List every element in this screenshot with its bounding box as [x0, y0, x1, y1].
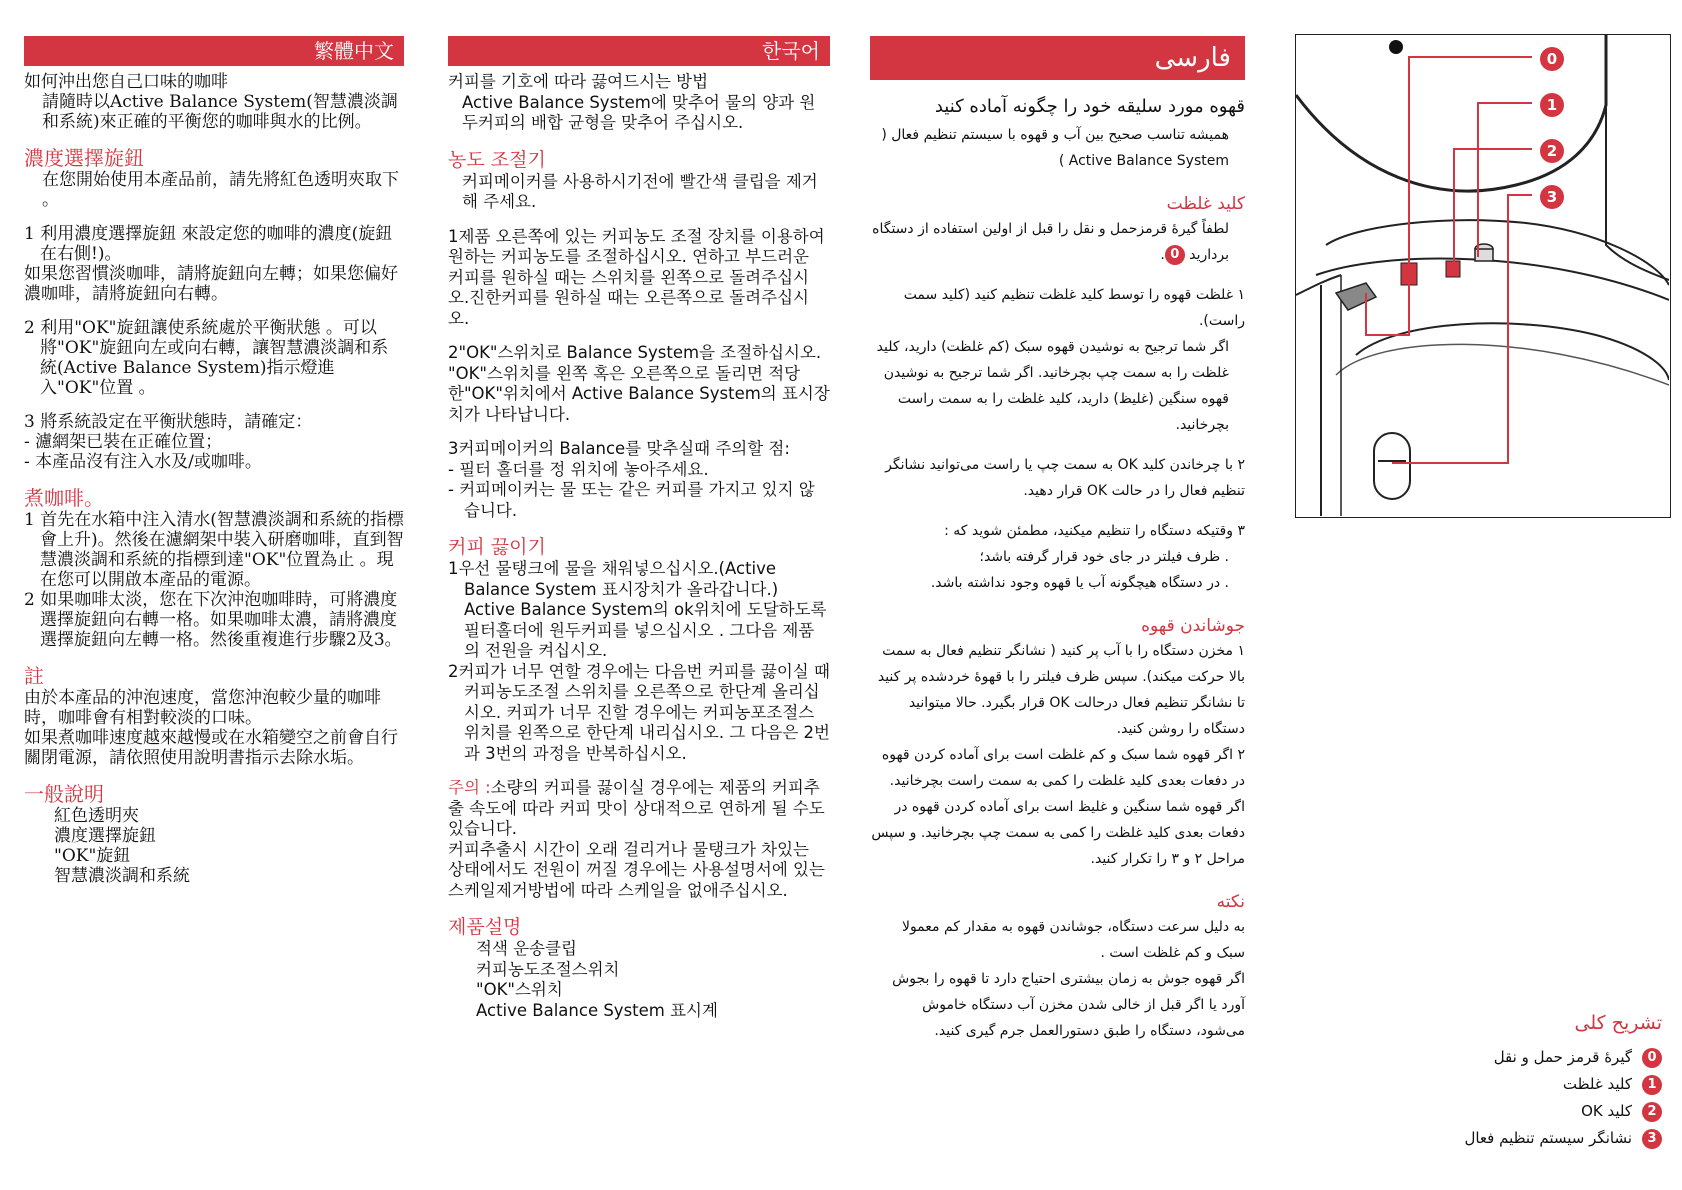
callout-3-icon: 3	[1540, 185, 1564, 209]
note-body: 소량의 커피를 끓이실 경우에는 제품의 커피추출 속도에 따라 커피 맛이 상대적으로 연하게 될 수도 있습니다.	[448, 778, 825, 838]
section-heading-brewing: 煮咖啡。	[24, 486, 104, 510]
language-header-ko: 한국어	[448, 36, 830, 66]
paragraph: اگر شما ترجیح به نوشیدن قهوه سبک (کم غلظت) دارید، کلید غلظت را به سمت چپ بچرخانید. اگر شما ترجیح به نوشیدن قهوه سنگین (غلیظ) دارید، کلید غلظت را به سمت راست بچرخانید.	[876, 339, 1229, 433]
section-heading-strength-dial: 농도 조절기	[448, 148, 546, 171]
coffee-maker-illustration	[1296, 35, 1669, 516]
section-heading-strength-dial: کلید غلظت	[1166, 194, 1245, 214]
column-korean	[448, 36, 830, 1021]
list-item: - 本產品沒有注入水及/或咖啡。	[24, 452, 262, 472]
list-item: - 濾網架已裝在正確位置；	[24, 432, 223, 452]
step-2: 2 如果咖啡太淡，您在下次沖泡咖啡時，可將濃度選擇旋鈕向右轉一格。如果咖啡太濃，請將濃度選擇旋鈕向左轉一格。然後重複進行步驟2及3。	[24, 590, 402, 650]
note-text: 由於本產品的沖泡速度，當您沖泡較少量的咖啡時，咖啡會有相對較淡的口味。	[24, 688, 381, 728]
section-heading-brewing: جوشاندن قهوه	[1141, 616, 1245, 636]
knob-icon	[1336, 283, 1376, 310]
parts-item-3: 智慧濃淡調和系統	[54, 866, 190, 886]
list-item: - 커피메이커는 물 또는 같은 커피를 가지고 있지 않습니다.	[448, 480, 815, 520]
note-text: 커피추출시 시간이 오래 걸리거나 물탱크가 차있는 상태에서도 전원이 꺼질 경우에는 사용설명서에 있는 스케일제거방법에 따라 스케일을 없애주십시오.	[448, 839, 825, 900]
parts-item-2: "OK"스위치	[476, 980, 563, 999]
section-heading-brewing: 커피 끓이기	[448, 536, 546, 558]
section-heading-note: 註	[24, 664, 44, 688]
note-label: 주의 :	[448, 778, 491, 797]
step-3: 3커피메이커의 Balance를 맞추실때 주의할 점:	[448, 439, 790, 458]
step-2: ۲ با چرخاندن کلید OK به سمت چپ یا راست می‌توانید نشانگر تنظیم فعال را در حالت OK قرار دهید.	[885, 457, 1245, 499]
language-header-zh: 繁體中文	[24, 36, 404, 66]
step-1: 1 首先在水箱中注入清水(智慧濃淡調和系統的指標會上升)。然後在濾網架中裝入研磨咖啡，直到智慧濃淡調和系統的指標到達"OK"位置為止 。現在您可以開啟本產品的電源。	[24, 510, 404, 590]
intro-text: همیشه تناسب صحیح بین آب و قهوه با سیستم تنظیم فعال ( Active Balance System )	[881, 127, 1229, 169]
callout-1-icon: 1	[1540, 93, 1564, 117]
column-persian	[870, 36, 1245, 1044]
legend-label: کلید غلظت	[1562, 1075, 1632, 1093]
intro-text: 請隨時以Active Balance System(智慧濃淡調和系統)來正確的平衡您的咖啡與水的比例。	[42, 92, 398, 132]
section-heading-general: 一般說明	[24, 782, 104, 806]
step-2: 2 利用"OK"旋鈕讓使系統處於平衡狀態 。可以將"OK"旋鈕向左或向右轉，讓智慧濃淡調和系統(Active Balance System)指示燈進入"OK"位置 。	[24, 318, 389, 398]
paragraph: 커피메이커를 사용하시기전에 빨간색 클립을 제거해 주세요.	[462, 171, 818, 211]
section-heading-note: نکته	[1216, 892, 1245, 912]
legend-label: کلید OK	[1581, 1102, 1632, 1120]
step-1: ۱ مخزن دستگاه را با آب پر کنید ( نشانگر تنظیم فعال به سمت بالا حرکت میکند). سپس ظرف فیلتر را با قهوهٔ خردشده پر کنید تا نشانگر تنظیم فعال درحالت OK قرار بگیرد. حالا میتوانید دستگاه را روشن کنید.	[877, 643, 1245, 737]
list-item: - 필터 홀더를 정 위치에 놓아주세요.	[448, 459, 709, 479]
legend-item-0	[1440, 1044, 1662, 1071]
callout-2-icon: 2	[1642, 1102, 1662, 1122]
note-text: اگر قهوه جوش به زمان بیشتری احتیاج دارد تا قهوه را بجوش آورد یا اگر قبل از خالی شدن مخزن آب دستگاه خاموش می‌شود، دستگاه را طبق دستورالعمل جرم گیری کنید.	[892, 971, 1245, 1039]
indicator-window-icon	[1374, 433, 1410, 499]
legend-title: تشریح کلی	[1574, 1012, 1662, 1034]
section-title: قهوه مورد سلیقه خود را چگونه آماده کنید	[934, 96, 1245, 117]
coffee-maker-diagram	[1295, 34, 1671, 518]
step-2: 2"OK"스위치로 Balance System을 조절하십시오.	[448, 343, 822, 362]
paragraph: "OK"스위치를 왼쪽 혹은 오른쪽으로 돌리면 적당한"OK"위치에서 Active Balance System의 표시장치가 나타납니다.	[448, 363, 830, 424]
parts-legend	[1440, 1012, 1662, 1152]
parts-item-3: Active Balance System 표시계	[476, 1000, 718, 1020]
callout-0-icon: 0	[1540, 47, 1564, 71]
parts-item-0: 紅色透明夾	[54, 806, 139, 826]
parts-item-2: "OK"旋鈕	[54, 846, 131, 866]
column-traditional-chinese	[24, 36, 404, 886]
list-item: . ظرف فیلتر در جای خود قرار گرفته باشد؛	[979, 549, 1229, 565]
step-3: 3 將系統設定在平衡狀態時，請確定：	[24, 412, 313, 432]
callout-0-icon: 0	[1165, 245, 1185, 265]
callout-3-icon: 3	[1642, 1129, 1662, 1149]
callout-1-icon: 1	[1642, 1075, 1662, 1095]
parts-item-1: 커피농도조절스위치	[476, 959, 620, 979]
note-text: به دلیل سرعت دستگاه، جوشاندن قهوه به مقدار کم معمولا سبک و کم غلظت است .	[901, 919, 1245, 961]
parts-item-0: 적색 운송클립	[476, 939, 577, 958]
note-text	[448, 778, 830, 840]
callout-2-icon: 2	[1540, 139, 1564, 163]
legend-item-3	[1440, 1125, 1662, 1152]
step-1: ۱ غلظت قهوه را توسط کلید غلظت تنظیم کنید (کلید سمت راست).	[903, 287, 1245, 329]
step-1: 1제품 오른쪽에 있는 커피농도 조절 장치를 이용하여 원하는 커피농도를 조절하십시오. 연하고 부드러운 커피를 원하실 때는 스위치를 왼쪽으로 돌려주십시오.진한커피를 원하실 때는 오른쪽으로 돌려주십시오.	[448, 226, 825, 328]
intro-text: Active Balance System에 맞추어 물의 양과 원두커피의 배합 균형을 맞추어 주십시오.	[462, 92, 816, 132]
step-1: 1우선 물탱크에 물을 채워넣으십시오.(Active Balance System 표시장치가 올라갑니다.) Active Balance System의 ok위치에 도달하도록 필터홀더에 원두커피를 넣으십시오 . 그다음 제품의 전원을 켜십시오.	[448, 559, 827, 660]
section-heading-strength-dial: 濃度選擇旋鈕	[24, 146, 144, 170]
paragraph: 如果您習慣淡咖啡，請將旋鈕向左轉；如果您偏好濃咖啡，請將旋鈕向右轉。	[24, 264, 398, 304]
step-2: 2커피가 너무 연할 경우에는 다음번 커피를 끓이실 때 커피농도조절 스위치를 오른쪽으로 한단계 올리십시오. 커피가 너무 진할 경우에는 커피농포조절스위치를 왼쪽으로 한단계 내리십시오. 그 다음은 2번과 3번의 과정을 반복하십시오.	[448, 661, 830, 763]
section-title: 如何沖出您自己口味的咖啡	[24, 72, 228, 92]
legend-label: گیرهٔ قرمز حمل و نقل	[1493, 1048, 1632, 1066]
section-title: 커피를 기호에 따라 끓여드시는 방법	[448, 72, 709, 91]
callout-0-icon: 0	[1642, 1048, 1662, 1068]
paragraph-text: لطفاً گیرهٔ قرمزحمل و نقل را قبل از اولین استفاده از دستگاه بردارید	[872, 221, 1229, 263]
paragraph: لطفاً گیرهٔ قرمزحمل و نقل را قبل از اولین استفاده از دستگاه بردارید 0.	[872, 221, 1229, 263]
legend-item-2	[1440, 1098, 1662, 1125]
step-2: ۲ اگر قهوه شما سبک و کم غلظت است برای آماده کردن قهوه در دفعات بعدی کلید غلظت را کمی به سمت راست بچرخانید. اگر قهوه شما سنگین و غلیظ است برای آماده کردن قهوه در دفعات بعدی کلید غلظت را کمی به سمت چپ بچرخانید. و سپس مراحل ۲ و ۳ را تکرار کنید.	[871, 747, 1245, 867]
legend-label: نشانگر سیستم تنظیم فعال	[1464, 1129, 1632, 1147]
note-text: 如果煮咖啡速度越來越慢或在水箱變空之前會自行關閉電源，請依照使用說明書指示去除水垢。	[24, 728, 398, 768]
paragraph: 在您開始使用本產品前，請先將紅色透明夾取下 。	[42, 170, 399, 210]
step-1: 1 利用濃度選擇旋鈕 來設定您的咖啡的濃度(旋鈕在右側!)。	[24, 224, 393, 264]
section-heading-general: 제품설명	[448, 916, 522, 938]
legend-item-1	[1440, 1071, 1662, 1098]
list-item: . در دستگاه هیچگونه آب یا قهوه وجود نداشته باشد.	[930, 575, 1229, 591]
step-3: ۳ وقتیکه دستگاه را تنظیم میکنید، مطمئن شوید که :	[944, 523, 1245, 539]
language-header-fa: فارسی	[870, 36, 1245, 80]
parts-item-1: 濃度選擇旋鈕	[54, 826, 156, 846]
